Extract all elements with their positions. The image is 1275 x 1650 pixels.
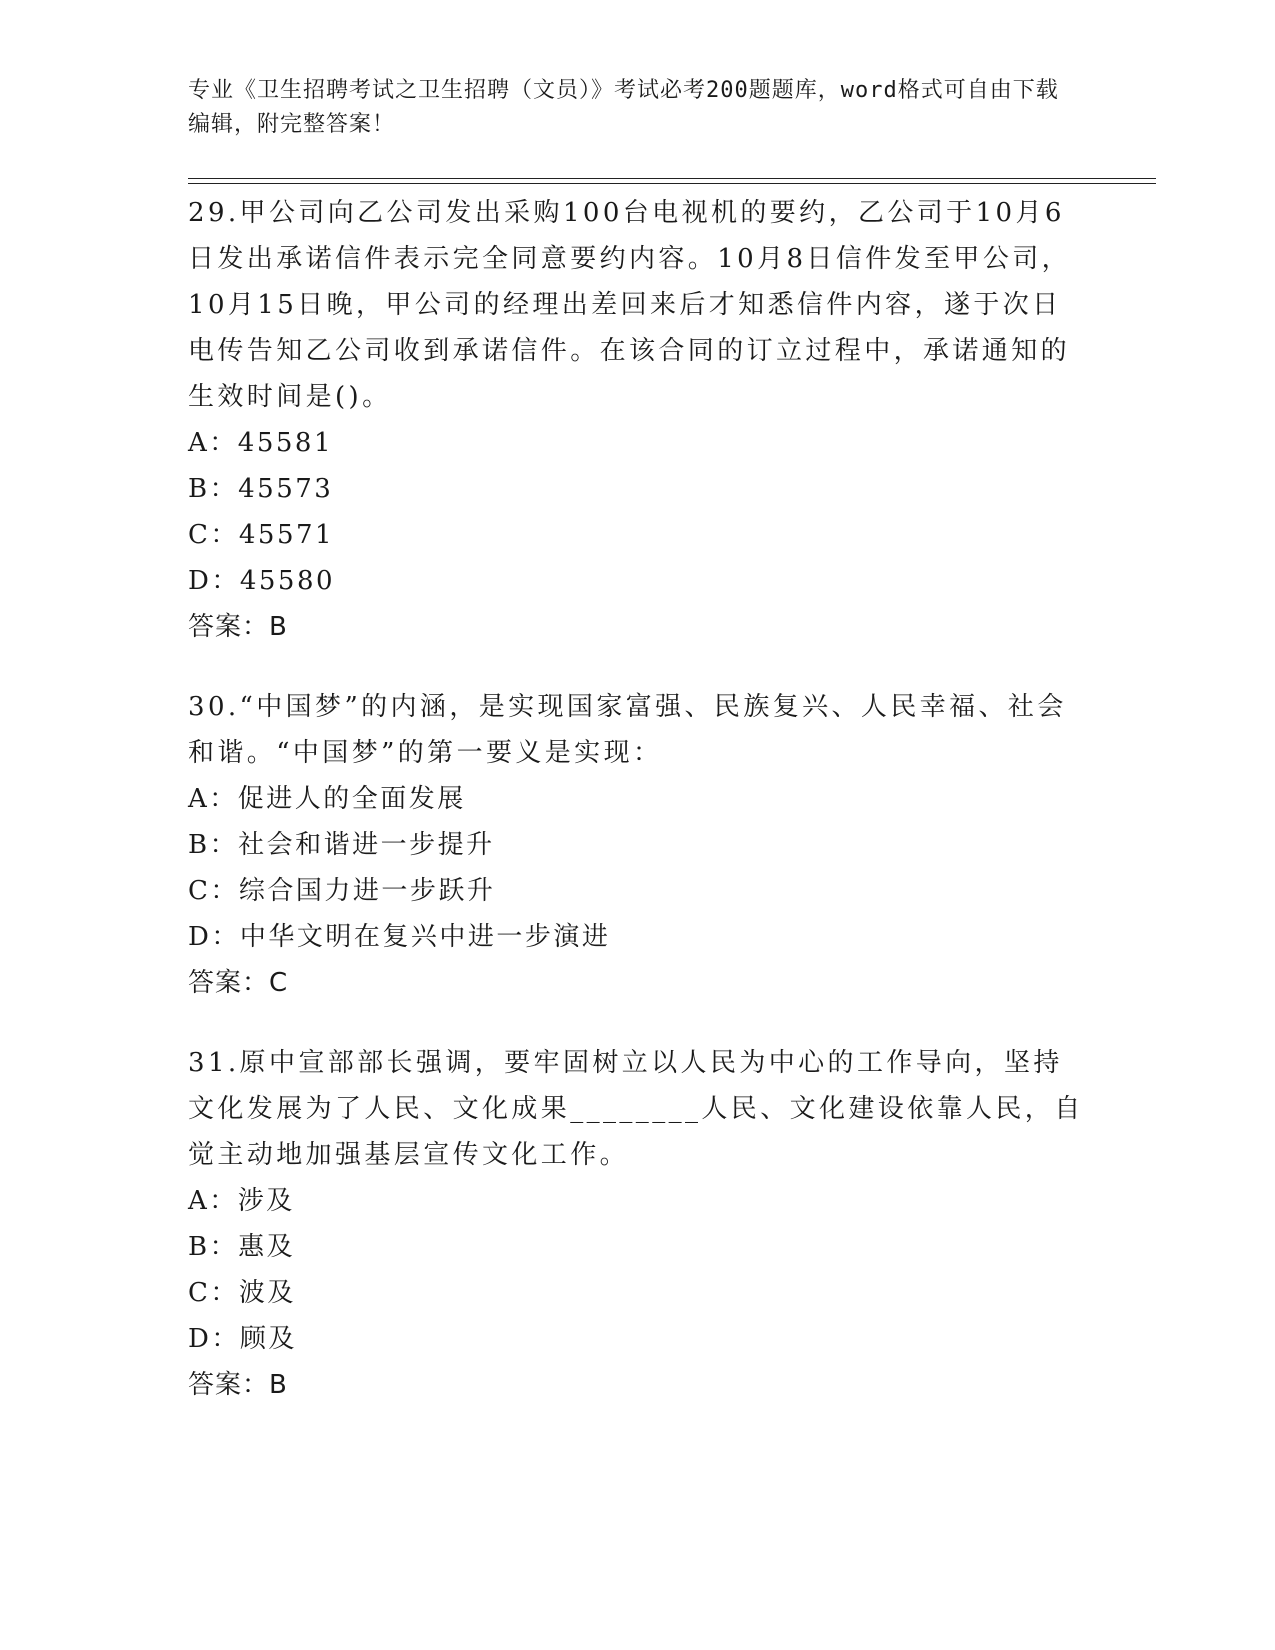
- question-stem: 30.“中国梦”的内涵，是实现国家富强、民族复兴、人民幸福、社会和谐。“中国梦”的第一要义是实现：: [188, 692, 1067, 768]
- option-b: B：45573: [188, 474, 334, 504]
- option-c: C：波及: [188, 1278, 296, 1308]
- option-d: D：45580: [188, 566, 336, 596]
- question-29: [188, 190, 1088, 650]
- header-note: 专业《卫生招聘考试之卫生招聘（文员）》考试必考200题题库，word格式可自由下载编辑，附完整答案！: [188, 78, 1059, 137]
- header-rule-bottom: [188, 183, 1156, 184]
- option-d: D：中华文明在复兴中进一步演进: [188, 922, 611, 952]
- question-list: [188, 190, 1088, 1442]
- question-30: [188, 684, 1088, 1006]
- option-a: A：促进人的全面发展: [188, 784, 466, 814]
- option-a: A：涉及: [188, 1186, 295, 1216]
- option-d: D：顾及: [188, 1324, 297, 1354]
- option-a: A：45581: [188, 428, 333, 458]
- answer-line: 答案：C: [188, 968, 289, 998]
- answer-line: 答案：B: [188, 1370, 288, 1400]
- question-stem: 31.原中宣部部长强调，要牢固树立以人民为中心的工作导向，坚持文化发展为了人民、文化成果________人民、文化建设依靠人民，自觉主动地加强基层宣传文化工作。: [188, 1048, 1084, 1170]
- option-b: B：社会和谐进一步提升: [188, 830, 495, 860]
- answer-line: 答案：B: [188, 612, 288, 642]
- question-stem: 29.甲公司向乙公司发出采购100台电视机的要约，乙公司于10月6日发出承诺信件表示完全同意要约内容。10月8日信件发至甲公司，10月15日晚，甲公司的经理出差回来后才知悉信件内容，遂于次日电传告知乙公司收到承诺信件。在该合同的订立过程中，承诺通知的生效时间是()。: [188, 198, 1072, 412]
- option-c: C：综合国力进一步跃升: [188, 876, 496, 906]
- header-rule-top: [188, 178, 1156, 179]
- option-c: C：45571: [188, 520, 335, 550]
- question-31: [188, 1040, 1088, 1408]
- option-b: B：惠及: [188, 1232, 296, 1262]
